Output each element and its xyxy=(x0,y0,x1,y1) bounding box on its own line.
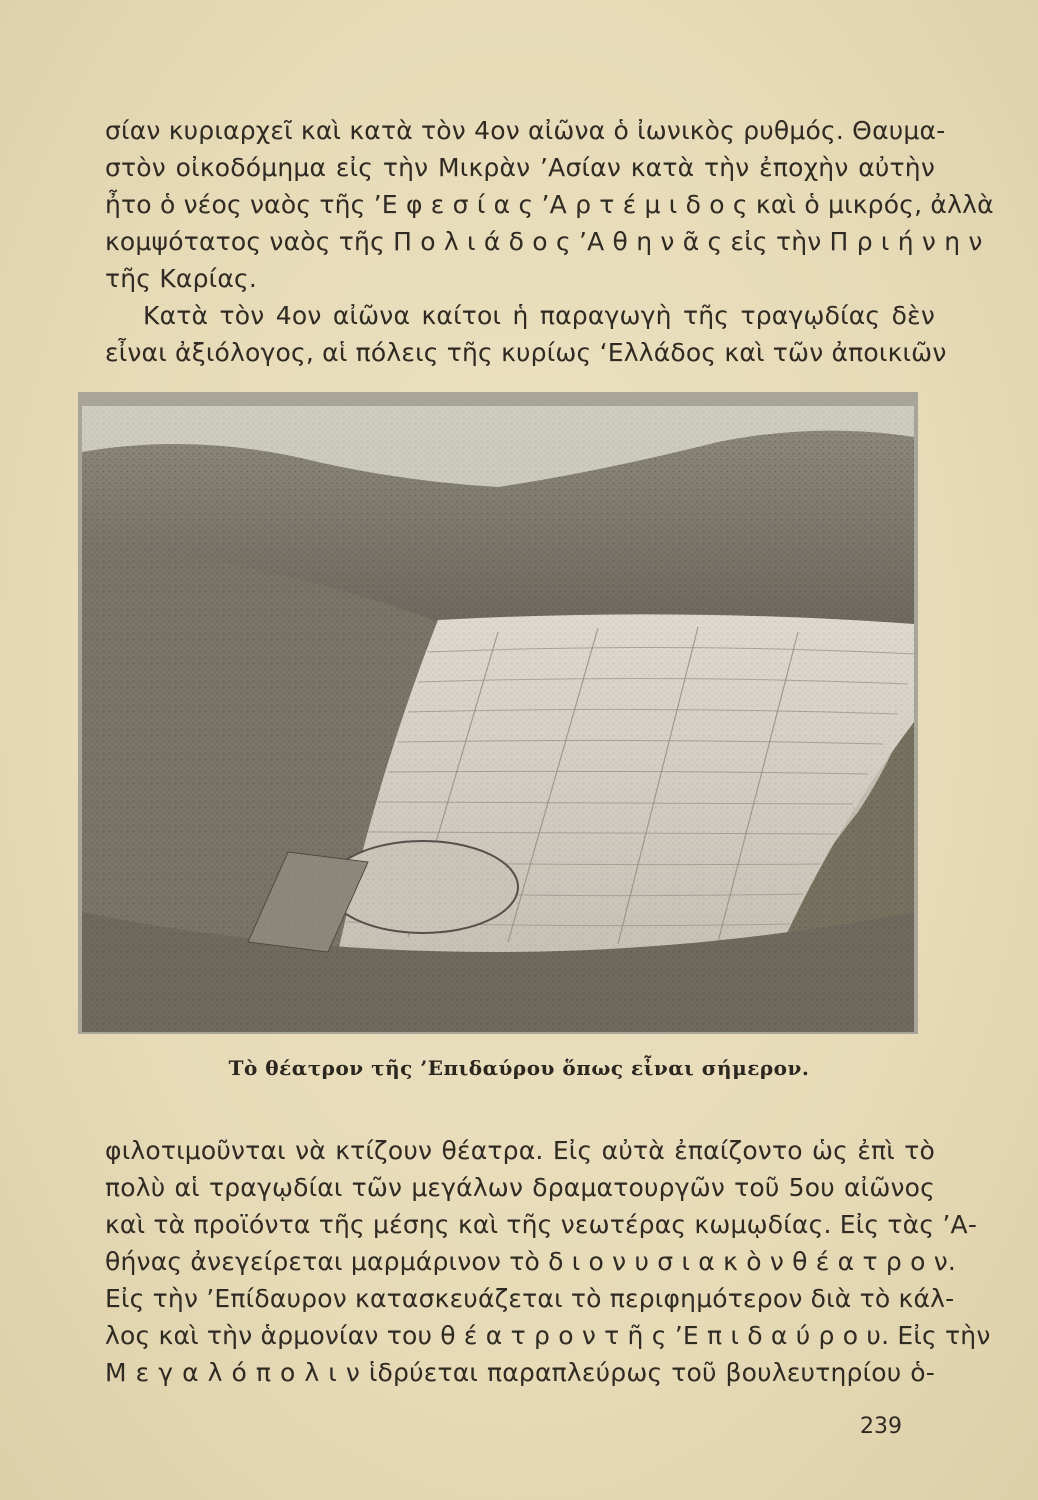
text-line: κομψότατος ναὸς τῆς Π ο λ ι ά δ ο ς ’Α θ η ν ᾶ ς εἰς τὴν Π ρ ι ή ν η ν xyxy=(105,227,983,256)
top-paragraph xyxy=(105,112,994,371)
text-line: φιλοτιμοῦνται νὰ κτίζουν θέατρα. Εἰς αὐτὰ ἐπαίζοντο ὡς ἐπὶ τὸ xyxy=(105,1136,935,1165)
text-line: πολὺ αἱ τραγῳδίαι τῶν μεγάλων δραματουργῶν τοῦ 5ου αἰῶνος xyxy=(105,1173,935,1202)
text-line: σίαν κυριαρχεῖ καὶ κατὰ τὸν 4ον αἰῶνα ὁ ἰωνικὸς ρυθμός. Θαυμα- xyxy=(105,116,946,145)
text-line: στὸν οἰκοδόμημα εἰς τὴν Μικρὰν ’Ασίαν κατὰ τὴν ἐποχὴν αὐτὴν xyxy=(105,153,935,182)
figure-caption: Τὸ θέατρον τῆς ’Επιδαύρου ὅπως εἶναι σήμερον. xyxy=(228,1056,810,1080)
page-number: 239 xyxy=(860,1414,902,1439)
text-line: τῆς Καρίας. xyxy=(105,264,258,293)
theatre-photograph xyxy=(78,392,918,1034)
text-line: λος καὶ τὴν ἁρμονίαν του θ έ α τ ρ ο ν τ ῆ ς ’Ε π ι δ α ύ ρ ο υ. Εἰς τὴν xyxy=(105,1321,991,1350)
text-line: ἦτο ὁ νέος ναὸς τῆς ’Ε φ ε σ ί α ς ’Α ρ τ έ μ ι δ ο ς καὶ ὁ μικρός, ἀλλὰ xyxy=(105,190,994,219)
text-line: θήνας ἀνεγείρεται μαρμάρινον τὸ δ ι ο ν υ σ ι α κ ὸ ν θ έ α τ ρ ο ν. xyxy=(105,1247,957,1276)
text-line: καὶ τὰ προϊόντα τῆς μέσης καὶ τῆς νεωτέρας κωμῳδίας. Εἰς τὰς ’Α- xyxy=(105,1210,978,1239)
text-line: Εἰς τὴν ’Επίδαυρον κατασκευάζεται τὸ περιφημότερον διὰ τὸ κάλ- xyxy=(105,1284,955,1313)
bottom-paragraph xyxy=(105,1132,991,1391)
text-line: Μ ε γ α λ ό π ο λ ι ν ἱδρύεται παραπλεύρως τοῦ βουλευτηρίου ὁ- xyxy=(105,1358,935,1387)
photo-image xyxy=(78,392,918,1034)
text-line: εἶναι ἀξιόλογος, αἱ πόλεις τῆς κυρίως ‘Ελλάδος καὶ τῶν ἀποικιῶν xyxy=(105,338,947,367)
text-line: Κατὰ τὸν 4ον αἰῶνα καίτοι ἡ παραγωγὴ τῆς τραγῳδίας δὲν xyxy=(143,301,935,330)
